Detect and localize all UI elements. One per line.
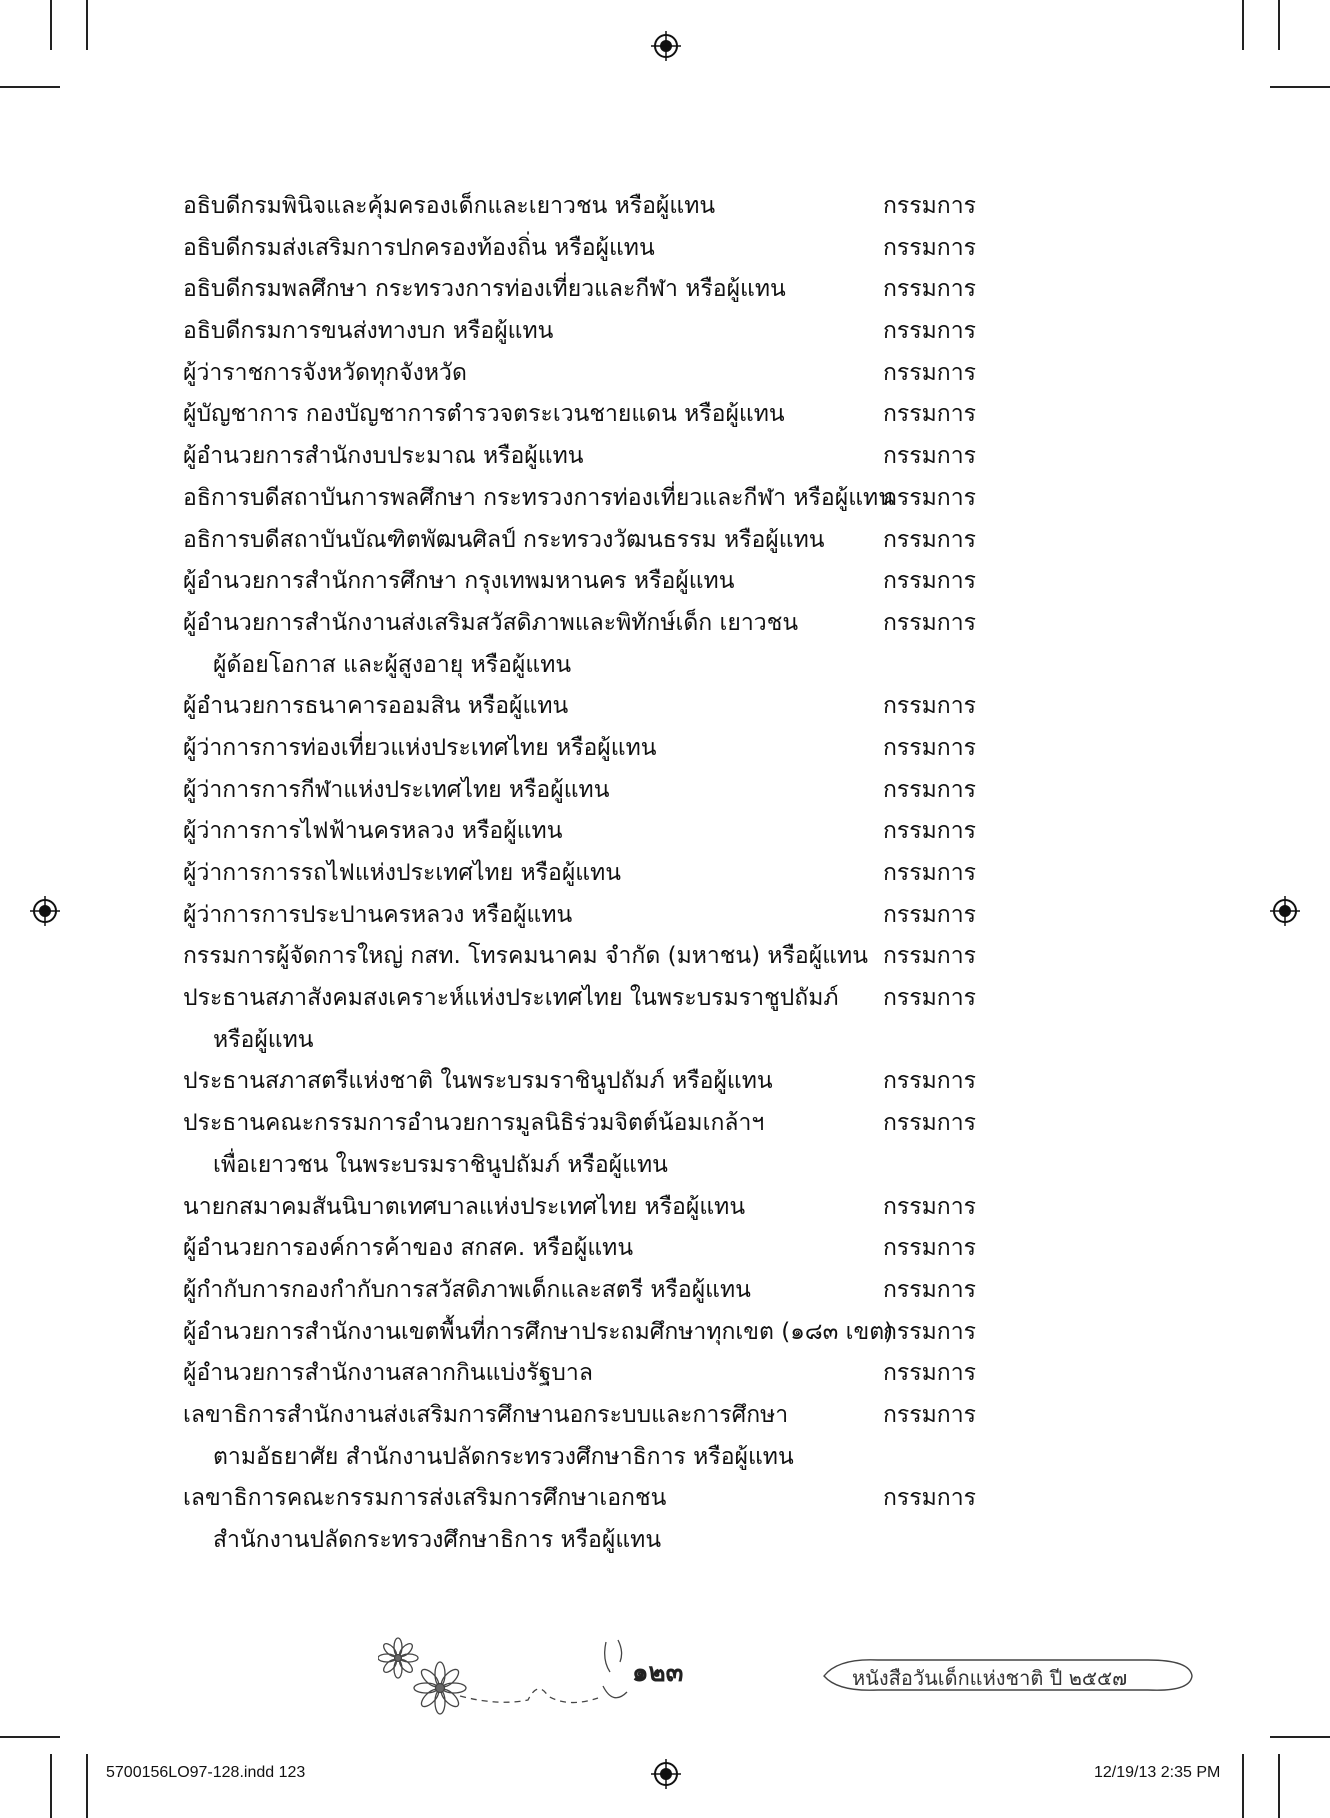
member-title: ประธานสภาสังคมสงเคราะห์แห่งประเทศไทย ในพระบรมราชูปถัมภ์ (183, 985, 839, 1012)
member-title: หรือผู้แทน (213, 1026, 314, 1053)
list-item (183, 603, 1003, 645)
member-role: กรรมการ (883, 985, 976, 1012)
list-item (183, 436, 1003, 478)
member-title: ผู้อำนวยการสำนักการศึกษา กรุงเทพมหานคร หรือผู้แทน (183, 568, 735, 595)
crop-mark (86, 0, 88, 50)
file-info: 5700156LO97-128.indd 123 (106, 1764, 306, 1781)
member-role: กรรมการ (883, 734, 976, 761)
crop-mark (1278, 0, 1280, 50)
crop-mark (50, 1754, 52, 1818)
crop-mark (1278, 1754, 1280, 1818)
list-item (183, 1061, 1003, 1103)
list-item-continuation (183, 645, 1003, 687)
member-title: ผู้อำนวยการองค์การค้าของ สกสค. หรือผู้แทน (183, 1235, 634, 1262)
list-item (183, 728, 1003, 770)
member-title: เลขาธิการคณะกรรมการส่งเสริมการศึกษาเอกชน (183, 1485, 667, 1512)
list-item (183, 978, 1003, 1020)
list-item (183, 895, 1003, 937)
member-role: กรรมการ (883, 609, 976, 636)
crop-mark (86, 1754, 88, 1818)
member-title: ผู้ว่าการการท่องเที่ยวแห่งประเทศไทย หรือผู้แทน (183, 734, 657, 761)
registration-mark-icon (651, 1759, 681, 1789)
member-title: เลขาธิการสำนักงานส่งเสริมการศึกษานอกระบบและการศึกษา (183, 1401, 789, 1428)
member-title: ผู้อำนวยการสำนักงานส่งเสริมสวัสดิภาพและพิทักษ์เด็ก เยาวชน (183, 609, 799, 636)
member-role: กรรมการ (883, 193, 976, 219)
member-title: เพื่อเยาวชน ในพระบรมราชินูปถัมภ์ หรือผู้แทน (213, 1151, 668, 1178)
crop-mark (1242, 0, 1244, 50)
member-title: ผู้อำนวยการสำนักงบประมาณ หรือผู้แทน (183, 443, 584, 470)
member-role: กรรมการ (883, 401, 976, 428)
member-role: กรรมการ (883, 943, 976, 970)
list-item-continuation (183, 1520, 1003, 1562)
member-role: กรรมการ (883, 443, 976, 470)
member-role: กรรมการ (883, 860, 976, 886)
member-title: ผู้ว่าการการรถไฟแห่งประเทศไทย หรือผู้แทน (183, 860, 621, 886)
list-item (183, 1103, 1003, 1145)
list-item (183, 1270, 1003, 1312)
crop-mark (1270, 86, 1330, 88)
list-item (183, 186, 1003, 228)
book-title-banner (818, 1652, 1196, 1698)
list-item (183, 561, 1003, 603)
crop-mark (1270, 1736, 1330, 1738)
list-item (183, 853, 1003, 895)
member-title: อธิบดีกรมส่งเสริมการปกครองท้องถิ่น หรือผู้แทน (183, 234, 655, 261)
list-item (183, 1312, 1003, 1354)
member-title: ผู้กำกับการกองกำกับการสวัสดิภาพเด็กและสตรี หรือผู้แทน (183, 1276, 751, 1303)
member-role: กรรมการ (883, 1110, 976, 1137)
member-role: กรรมการ (883, 1318, 976, 1345)
member-role: กรรมการ (883, 234, 976, 261)
list-item (183, 1228, 1003, 1270)
crop-mark (1242, 1754, 1244, 1818)
list-item (183, 228, 1003, 270)
list-item (183, 353, 1003, 395)
member-role: กรรมการ (883, 1276, 976, 1303)
list-item (183, 311, 1003, 353)
page-number: ๑๒๓ (632, 1658, 684, 1688)
member-role: กรรมการ (883, 318, 976, 345)
list-item-continuation (183, 1437, 1003, 1479)
registration-mark-icon (651, 31, 681, 61)
book-title: หนังสือวันเด็กแห่งชาติ ปี ๒๕๕๗ (852, 1666, 1128, 1690)
member-title: ผู้อำนวยการสำนักงานสลากกินแบ่งรัฐบาล (183, 1360, 593, 1387)
list-item (183, 936, 1003, 978)
member-role: กรรมการ (883, 818, 976, 845)
crop-mark (0, 86, 60, 88)
member-role: กรรมการ (883, 276, 976, 303)
print-datetime: 12/19/13 2:35 PM (1094, 1764, 1221, 1781)
list-item (183, 520, 1003, 562)
member-role: กรรมการ (883, 1068, 976, 1095)
list-item (183, 394, 1003, 436)
committee-list (183, 186, 1003, 1562)
member-role: กรรมการ (883, 526, 976, 553)
member-title: ผู้ว่าการการไฟฟ้านครหลวง หรือผู้แทน (183, 818, 563, 845)
member-title: อธิบดีกรมพลศึกษา กระทรวงการท่องเที่ยวและกีฬา หรือผู้แทน (183, 276, 786, 303)
list-item (183, 269, 1003, 311)
member-title: อธิบดีกรมพินิจและคุ้มครองเด็กและเยาวชน หรือผู้แทน (183, 193, 716, 219)
registration-mark-icon (1270, 896, 1300, 926)
member-title: ผู้ว่าการการประปานครหลวง หรือผู้แทน (183, 901, 573, 928)
registration-mark-icon (30, 896, 60, 926)
member-role: กรรมการ (883, 568, 976, 595)
member-title: ผู้บัญชาการ กองบัญชาการตำรวจตระเวนชายแดน หรือผู้แทน (183, 401, 785, 428)
member-title: ตามอัธยาศัย สำนักงานปลัดกระทรวงศึกษาธิการ หรือผู้แทน (213, 1443, 794, 1470)
member-title: ประธานคณะกรรมการอำนวยการมูลนิธิร่วมจิตต์น้อมเกล้าฯ (183, 1110, 765, 1137)
member-title: นายกสมาคมสันนิบาตเทศบาลแห่งประเทศไทย หรือผู้แทน (183, 1193, 746, 1220)
list-item-continuation (183, 1020, 1003, 1062)
list-item (183, 478, 1003, 520)
list-item (183, 1395, 1003, 1437)
member-title: ผู้อำนวยการสำนักงานเขตพื้นที่การศึกษาประถมศึกษาทุกเขต (๑๘๓ เขต) (183, 1318, 894, 1345)
list-item-continuation (183, 1145, 1003, 1187)
member-title: ผู้ว่าราชการจังหวัดทุกจังหวัด (183, 359, 467, 386)
member-role: กรรมการ (883, 901, 976, 928)
member-role: กรรมการ (883, 776, 976, 803)
list-item (183, 1187, 1003, 1229)
member-title: ผู้อำนวยการธนาคารออมสิน หรือผู้แทน (183, 693, 569, 720)
member-role: กรรมการ (883, 1485, 976, 1512)
list-item (183, 811, 1003, 853)
member-title: อธิบดีกรมการขนส่งทางบก หรือผู้แทน (183, 318, 554, 345)
list-item (183, 770, 1003, 812)
member-title: ผู้ว่าการการกีฬาแห่งประเทศไทย หรือผู้แทน (183, 776, 610, 803)
member-role: กรรมการ (883, 1401, 976, 1428)
list-item (183, 686, 1003, 728)
member-title: สำนักงานปลัดกระทรวงศึกษาธิการ หรือผู้แทน (213, 1527, 662, 1553)
member-role: กรรมการ (883, 693, 976, 720)
member-title: อธิการบดีสถาบันบัณฑิตพัฒนศิลป์ กระทรวงวัฒนธรรม หรือผู้แทน (183, 526, 825, 553)
list-item (183, 1353, 1003, 1395)
member-role: กรรมการ (883, 484, 976, 511)
member-role: กรรมการ (883, 1235, 976, 1262)
member-title: ผู้ด้อยโอกาส และผู้สูงอายุ หรือผู้แทน (213, 651, 572, 678)
member-role: กรรมการ (883, 1193, 976, 1220)
member-role: กรรมการ (883, 359, 976, 386)
flower-decoration-icon (378, 1630, 648, 1720)
member-role: กรรมการ (883, 1360, 976, 1387)
member-title: กรรมการผู้จัดการใหญ่ กสท. โทรคมนาคม จำกัด (มหาชน) หรือผู้แทน (183, 943, 868, 970)
member-title: ประธานสภาสตรีแห่งชาติ ในพระบรมราชินูปถัมภ์ หรือผู้แทน (183, 1068, 773, 1095)
member-title: อธิการบดีสถาบันการพลศึกษา กระทรวงการท่องเที่ยวและกีฬา หรือผู้แทน (183, 484, 894, 511)
crop-mark (0, 1736, 60, 1738)
list-item (183, 1478, 1003, 1520)
crop-mark (50, 0, 52, 50)
